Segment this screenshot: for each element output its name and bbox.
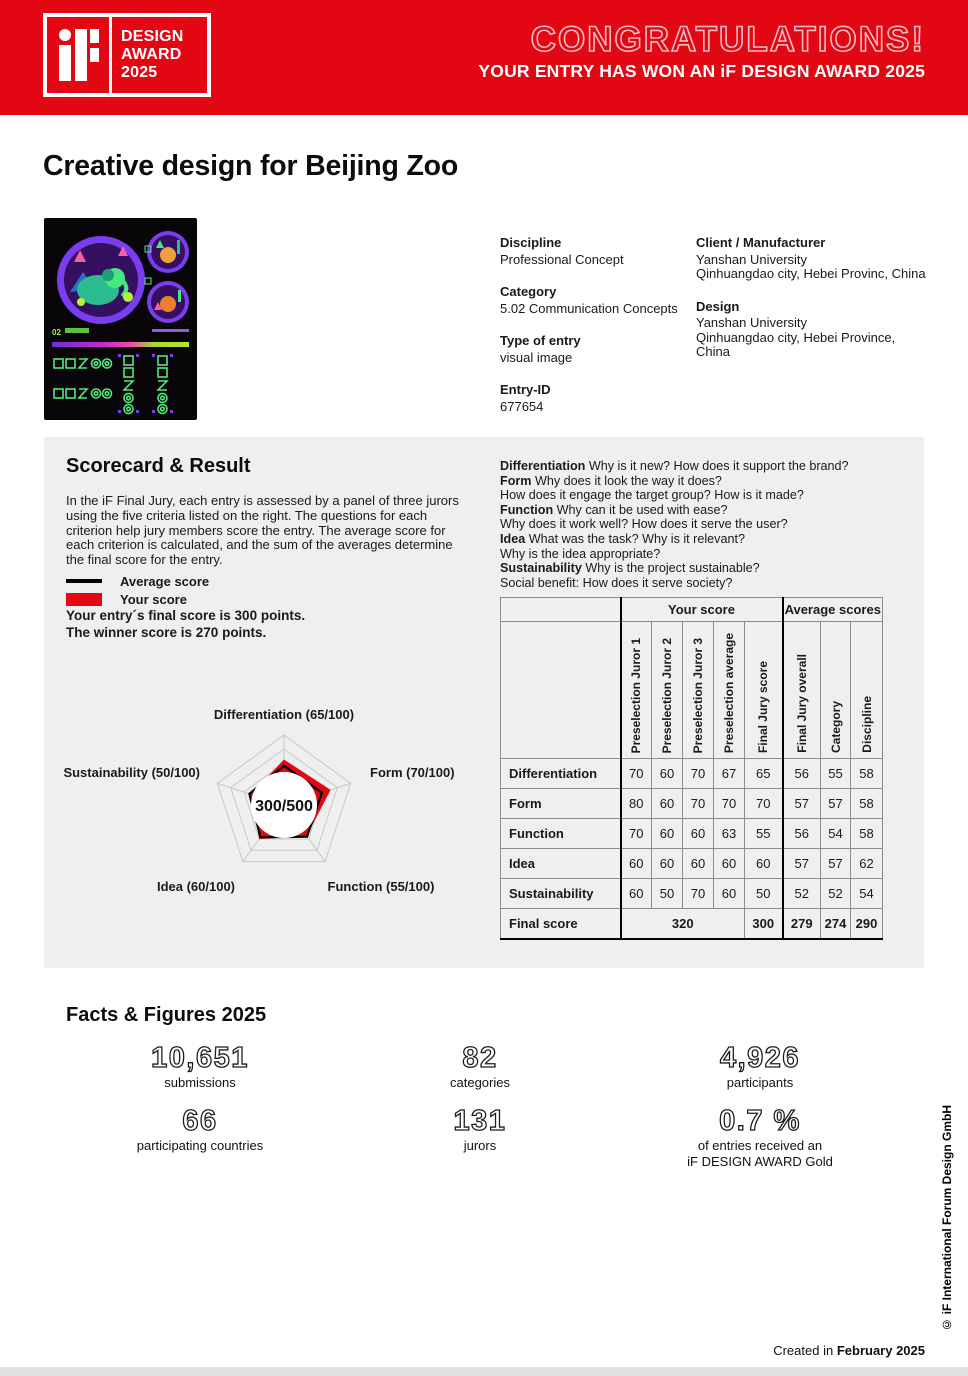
discipline-label: Discipline xyxy=(500,235,562,250)
final-score-line-1: Your entry´s final score is 300 points. xyxy=(66,608,306,623)
score-table xyxy=(500,597,883,940)
criteria-line: Why does it work well? How does it serve the user? xyxy=(500,517,788,532)
type-of-entry-value: visual image xyxy=(500,349,573,365)
criterion-label: Differentiation xyxy=(501,759,621,789)
design-line-1: Yanshan University xyxy=(696,315,808,330)
criteria-line: How does it engage the target group? How is it made? xyxy=(500,488,804,503)
axis-label-form: Form (70/100) xyxy=(370,765,455,780)
score-cell: 60 xyxy=(652,849,683,879)
score-cell: 60 xyxy=(652,819,683,849)
entry-id-value: 677654 xyxy=(500,398,544,414)
legend-average-score: Average score xyxy=(66,573,209,589)
chart-legend xyxy=(66,573,209,609)
score-cell: 58 xyxy=(851,819,883,849)
fact-number: 4,926 xyxy=(719,1042,801,1074)
scorecard-panel xyxy=(44,437,924,968)
table-corner-cell-2 xyxy=(501,622,621,759)
score-cell: 57 xyxy=(821,789,851,819)
score-cell: 55 xyxy=(745,819,783,849)
score-cell: 62 xyxy=(851,849,883,879)
final-score-label: Final score xyxy=(501,909,621,939)
logo-line-1: DESIGN xyxy=(121,28,184,45)
table-corner-cell xyxy=(501,598,621,622)
score-cell: 60 xyxy=(652,789,683,819)
score-cell: 70 xyxy=(745,789,783,819)
score-cell: 70 xyxy=(683,789,714,819)
score-cell: 50 xyxy=(745,879,783,909)
fact-number: 10,651 xyxy=(151,1042,249,1074)
score-cell: 65 xyxy=(745,759,783,789)
table-row-sustainability xyxy=(501,879,883,909)
client-label: Client / Manufacturer xyxy=(696,235,826,250)
header-bar xyxy=(0,0,968,115)
scorecard-heading: Scorecard & Result xyxy=(66,455,251,477)
score-cell: 60 xyxy=(714,849,745,879)
score-cell: 70 xyxy=(714,789,745,819)
fact-label: categories xyxy=(450,1075,510,1090)
if-logo-icon xyxy=(47,17,112,93)
client-line-2: Qinhuangdao city, Hebei Provinc, China xyxy=(696,266,926,281)
rotated-header-row xyxy=(501,622,883,759)
fact-categories xyxy=(340,1042,620,1091)
group-header-average-scores: Average scores xyxy=(783,598,883,622)
logo-line-3: 2025 xyxy=(121,64,158,81)
congratulations-subline: YOUR ENTRY HAS WON AN iF DESIGN AWARD 2025 xyxy=(478,61,925,81)
score-cell: 57 xyxy=(783,789,821,819)
score-table-body xyxy=(501,759,883,939)
column-header-preselection-juror-1: Preselection Juror 1 xyxy=(621,622,652,759)
legend-your-score: Your score xyxy=(66,591,209,607)
fact-label: participating countries xyxy=(136,1138,264,1153)
fact-label: of entries received an iF DESIGN AWARD Gold xyxy=(687,1138,833,1169)
criteria-line: Why is the idea appropriate? xyxy=(500,546,661,561)
criterion-label: Function xyxy=(501,819,621,849)
table-row-function xyxy=(501,819,883,849)
fact-number: 66 xyxy=(182,1105,218,1137)
score-cell: 70 xyxy=(621,759,652,789)
score-cell: 56 xyxy=(783,819,821,849)
column-header-final-jury-overall: Final Jury overall xyxy=(783,622,821,759)
radar-chart xyxy=(54,687,514,947)
column-header-final-jury-score: Final Jury score xyxy=(745,622,783,759)
column-header-preselection-average: Preselection average xyxy=(714,622,745,759)
criteria-help xyxy=(500,459,924,590)
table-row-final-score xyxy=(501,909,883,939)
type-of-entry-label: Type of entry xyxy=(500,333,581,348)
final-score-statement xyxy=(66,607,305,641)
logo-text xyxy=(112,17,207,93)
score-cell: 63 xyxy=(714,819,745,849)
score-cell: 67 xyxy=(714,759,745,789)
score-cell: 50 xyxy=(652,879,683,909)
created-date: Created in February 2025 xyxy=(773,1343,925,1358)
score-cell: 60 xyxy=(745,849,783,879)
criterion-label: Form xyxy=(501,789,621,819)
score-cell: 60 xyxy=(683,849,714,879)
score-cell: 58 xyxy=(851,789,883,819)
axis-label-idea: Idea (60/100) xyxy=(156,879,236,894)
final-score-line-2: The winner score is 270 points. xyxy=(66,625,267,640)
final-score-cell: 290 xyxy=(851,909,883,939)
axis-label-sustainability: Sustainability (50/100) xyxy=(63,765,200,780)
fact-of-entries-received-an xyxy=(620,1105,900,1170)
score-cell: 70 xyxy=(683,759,714,789)
facts-heading: Facts & Figures 2025 xyxy=(66,1004,267,1026)
final-score-cell: 279 xyxy=(783,909,821,939)
table-row-differentiation xyxy=(501,759,883,789)
entry-id-label: Entry-ID xyxy=(500,382,551,397)
score-cell: 57 xyxy=(783,849,821,879)
client-line-1: Yanshan University xyxy=(696,251,808,267)
column-header-preselection-juror-2: Preselection Juror 2 xyxy=(652,622,683,759)
your-score-swatch xyxy=(66,593,102,606)
criterion-label: Idea xyxy=(501,849,621,879)
fact-label: participants xyxy=(726,1075,794,1090)
design-label: Design xyxy=(696,298,740,314)
criteria-line: Form Why does it look the way it does? xyxy=(500,473,722,488)
group-header-your-score: Your score xyxy=(621,598,783,622)
entry-title: Creative design for Beijing Zoo xyxy=(43,150,459,182)
criteria-line: Social benefit: How does it serve society? xyxy=(500,575,733,590)
score-cell: 60 xyxy=(714,879,745,909)
page-edge-strip xyxy=(0,1367,968,1376)
axis-label-differentiation: Differentiation (65/100) xyxy=(213,707,355,722)
entry-meta-right xyxy=(696,236,926,378)
category-label: Category xyxy=(500,284,557,299)
copyright-note: © iF International Forum Design GmbH xyxy=(940,1105,954,1332)
congratulations-block xyxy=(478,21,925,82)
table-row-form xyxy=(501,789,883,819)
fact-number: 82 xyxy=(462,1042,498,1074)
fact-participants xyxy=(620,1042,900,1091)
score-cell: 54 xyxy=(851,879,883,909)
score-cell: 54 xyxy=(821,819,851,849)
entry-meta-left xyxy=(500,236,690,432)
score-cell: 55 xyxy=(821,759,851,789)
score-cell: 52 xyxy=(783,879,821,909)
fact-participating-countries xyxy=(60,1105,340,1170)
score-cell: 58 xyxy=(851,759,883,789)
score-cell: 60 xyxy=(621,849,652,879)
fact-label: jurors xyxy=(463,1138,497,1153)
logo-line-2: AWARD xyxy=(121,46,182,63)
fact-submissions xyxy=(60,1042,340,1091)
score-cell: 60 xyxy=(683,819,714,849)
final-score-cell: 300 xyxy=(745,909,783,939)
congratulations-headline: CONGRATULATIONS! xyxy=(530,20,925,59)
final-score-cell: 320 xyxy=(621,909,745,939)
facts-grid xyxy=(60,1042,900,1170)
score-cell: 56 xyxy=(783,759,821,789)
axis-label-function: Function (55/100) xyxy=(327,879,435,894)
average-score-swatch xyxy=(66,579,102,583)
score-cell: 70 xyxy=(683,879,714,909)
entry-thumbnail-image xyxy=(44,218,197,420)
score-cell: 52 xyxy=(821,879,851,909)
criteria-line: Differentiation Why is it new? How does it support the brand? xyxy=(500,459,849,473)
column-header-discipline: Discipline xyxy=(851,622,883,759)
criteria-line: Function Why can it be used with ease? xyxy=(500,502,728,517)
table-row-idea xyxy=(501,849,883,879)
fact-label: submissions xyxy=(164,1075,236,1090)
fact-number: 131 xyxy=(453,1105,507,1137)
score-cell: 57 xyxy=(821,849,851,879)
criterion-label: Sustainability xyxy=(501,879,621,909)
design-line-2: Qinhuangdao city, Hebei Province, China xyxy=(696,329,896,359)
score-cell: 60 xyxy=(621,879,652,909)
scorecard-description: In the iF Final Jury, each entry is assessed by a panel of three jurors using the five criteria listed on the right. The questions for each criterion help jury members score the entry. The average score for each criterion is calculated, and the sum of the averages determine the final score for the entry. xyxy=(66,493,459,568)
category-value: 5.02 Communication Concepts xyxy=(500,300,678,316)
discipline-value: Professional Concept xyxy=(500,251,624,267)
criteria-line: Sustainability Why is the project sustainable? xyxy=(500,561,760,576)
score-cell: 70 xyxy=(621,819,652,849)
fact-number: 0.7 % xyxy=(719,1105,801,1137)
svg-text:300/500: 300/500 xyxy=(255,798,313,815)
criteria-line: Idea What was the task? Why is it relevant? xyxy=(500,531,745,546)
final-score-cell: 274 xyxy=(821,909,851,939)
if-design-award-logo xyxy=(43,13,211,97)
score-cell: 80 xyxy=(621,789,652,819)
column-header-preselection-juror-3: Preselection Juror 3 xyxy=(683,622,714,759)
svg-text:02: 02 xyxy=(52,328,61,337)
score-cell: 60 xyxy=(652,759,683,789)
column-header-category: Category xyxy=(821,622,851,759)
fact-jurors xyxy=(340,1105,620,1170)
